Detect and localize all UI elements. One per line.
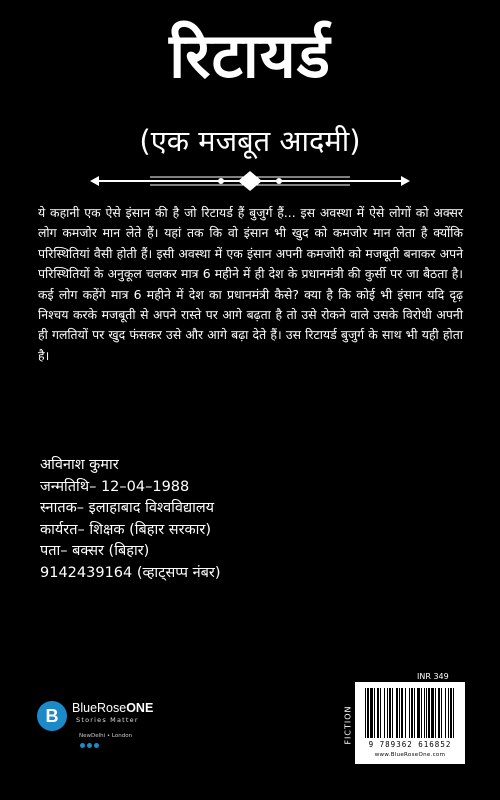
barcode-bar xyxy=(377,688,379,738)
barcode-bars xyxy=(355,682,465,740)
barcode-bar xyxy=(431,688,434,738)
barcode xyxy=(355,682,465,764)
book-title: रिटायर्ड xyxy=(169,19,331,92)
barcode-bar xyxy=(399,688,400,738)
publisher-website: www.BlueRoseOne.com xyxy=(374,752,446,758)
barcode-bar xyxy=(426,688,427,738)
publisher-cities: NewDelhi • London xyxy=(79,733,133,739)
barcode-bar xyxy=(438,688,440,738)
author-phone: 9142439164 (व्हाट्सप्प नंबर) xyxy=(40,564,221,581)
author-info xyxy=(40,455,340,585)
barcode-bar xyxy=(428,688,430,738)
barcode-bar xyxy=(389,688,391,738)
publisher-logo-icon xyxy=(37,701,67,731)
barcode-bar xyxy=(424,688,425,738)
author-address: पता– बक्सर (बिहार) xyxy=(40,543,150,560)
social-icon xyxy=(87,743,92,748)
barcode-bar xyxy=(445,688,446,738)
barcode-bar xyxy=(405,688,406,738)
barcode-bar xyxy=(392,688,393,738)
genre-label-vertical xyxy=(343,682,352,767)
barcode-bar xyxy=(421,688,422,738)
author-dob: जन्मतिथि– 12–04–1988 xyxy=(40,478,190,495)
barcode-bar xyxy=(441,688,442,738)
barcode-bar xyxy=(401,688,403,738)
barcode-bar xyxy=(367,688,369,738)
social-icon xyxy=(80,743,85,748)
ornament-divider xyxy=(90,168,410,194)
barcode-bar xyxy=(380,688,381,738)
barcode-bar xyxy=(409,688,410,738)
back-cover-blurb: ये कहानी एक ऐसे इंसान की है जो रिटायर्ड हैं बुजुर्ग हैं... इस अवस्था में ऐसे लोगों को अक्सर लोग कमजोर मान लेते हैं। यहां तक कि वो इंसान भी खुद को कमजोर मान लेता है क्योंकि परिस्थितियां वैसी होती हैं। इसी अवस्था में एक इंसान अपनी कमजोरी को मजबूती बनाकर अपने परिस्थितियों के अनुकूल चलकर मात्र 6 महीने में ही देश के प्रधानमंत्री की कुर्सी पर जा बैठता है। कई लोग कहेंगे मात्र 6 महीने में देश का प्रधानमंत्री कैसे? क्या है कि कोई भी इंसान यदि दृढ़ निश्चय करके मजबूती से अपने रास्ते पर आगे बढ़ता है तो उसे रोकने वाले उसके विरोधी अपनी ही गलतियों पर खुद फंसकर उसे और आगे बढ़ा देते हैं। उस रिटायर्ड बुजुर्ग के साथ भी यही होता है। xyxy=(38,205,463,363)
author-name: अविनाश कुमार xyxy=(40,457,119,473)
barcode-bar xyxy=(453,688,454,738)
publisher-brand-suffix: ONE xyxy=(126,701,154,715)
barcode-bar xyxy=(370,688,373,738)
price-label: INR 349 xyxy=(417,672,449,681)
social-icons xyxy=(80,743,99,748)
barcode-bar xyxy=(387,688,388,738)
barcode-bar xyxy=(411,688,413,738)
publisher-logo-letter: B xyxy=(45,705,59,726)
barcode-bar xyxy=(435,688,436,738)
barcode-bar xyxy=(448,688,449,738)
barcode-bar xyxy=(450,688,452,738)
barcode-bar xyxy=(396,688,398,738)
publisher-brand xyxy=(72,701,153,715)
author-education: स्नातक– इलाहाबाद विश्वविद्यालय xyxy=(40,500,215,517)
barcode-bar xyxy=(365,688,366,738)
book-subtitle: (एक मजबूत आदमी) xyxy=(139,124,361,158)
barcode-bar xyxy=(384,688,385,738)
genre-label: FICTION xyxy=(343,704,352,745)
barcode-bar xyxy=(417,688,420,738)
author-occupation: कार्यरत– शिक्षक (बिहार सरकार) xyxy=(40,521,212,538)
barcode-bar xyxy=(414,688,415,738)
publisher-tagline: Stories Matter xyxy=(76,716,139,724)
barcode-bar xyxy=(374,688,375,738)
publisher-brand-name: BlueRose xyxy=(72,701,127,715)
isbn-digits: 9 789362 616852 xyxy=(368,740,452,749)
social-icon xyxy=(94,743,99,748)
